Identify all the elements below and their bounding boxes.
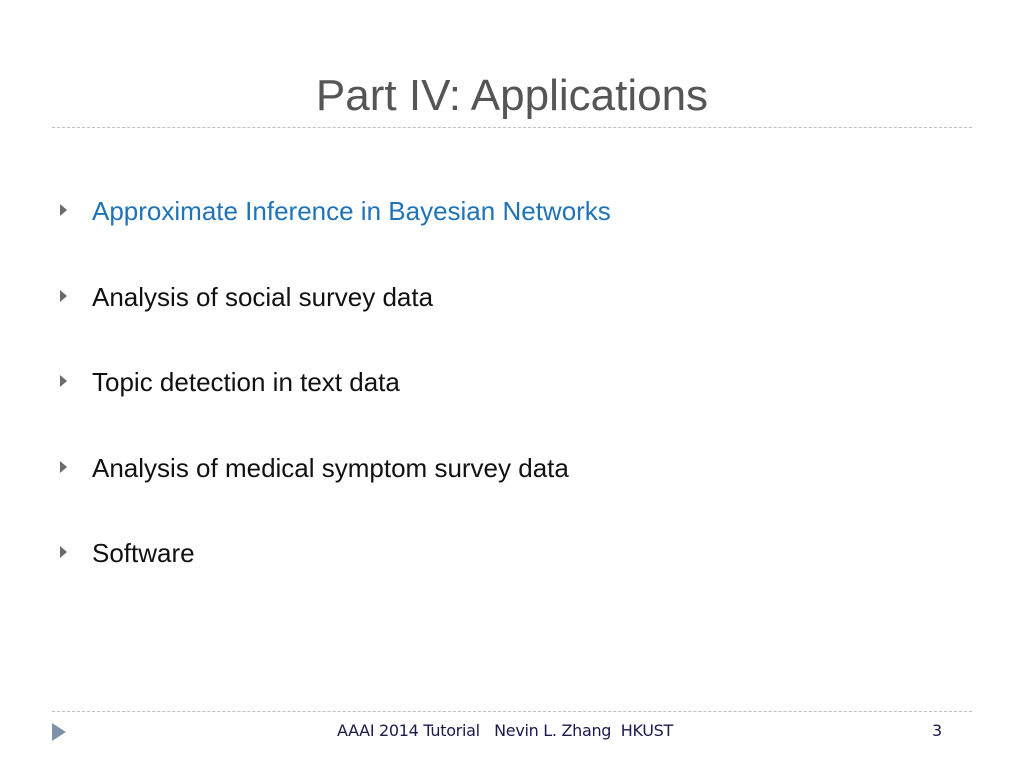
bullet-arrow-icon — [60, 461, 67, 473]
bullet-text: Software — [92, 538, 195, 568]
bullet-item-software — [60, 537, 611, 623]
bullet-arrow-icon — [60, 546, 67, 558]
footer-play-icon — [52, 723, 66, 741]
bullet-text: Approximate Inference in Bayesian Networks — [92, 196, 611, 226]
bullet-text: Topic detection in text data — [92, 367, 400, 397]
footer-divider — [52, 711, 972, 712]
bullet-item-topic-detection — [60, 366, 611, 452]
bullet-text: Analysis of social survey data — [92, 281, 434, 312]
title-divider — [52, 127, 972, 128]
bullet-arrow-icon — [60, 204, 67, 216]
bullet-list — [60, 195, 611, 623]
page-number: 3 — [932, 721, 943, 740]
bullet-arrow-icon — [60, 375, 67, 387]
bullet-text: Analysis of medical symptom survey data — [92, 452, 569, 483]
bullet-item-medical-symptom — [60, 452, 611, 538]
footer-text: AAAI 2014 Tutorial Nevin L. Zhang HKUST — [337, 721, 673, 740]
bullet-item-social-survey — [60, 281, 611, 367]
bullet-item-approximate-inference — [60, 195, 611, 281]
slide-title: Part IV: Applications — [315, 71, 709, 120]
bullet-arrow-icon — [60, 290, 67, 302]
